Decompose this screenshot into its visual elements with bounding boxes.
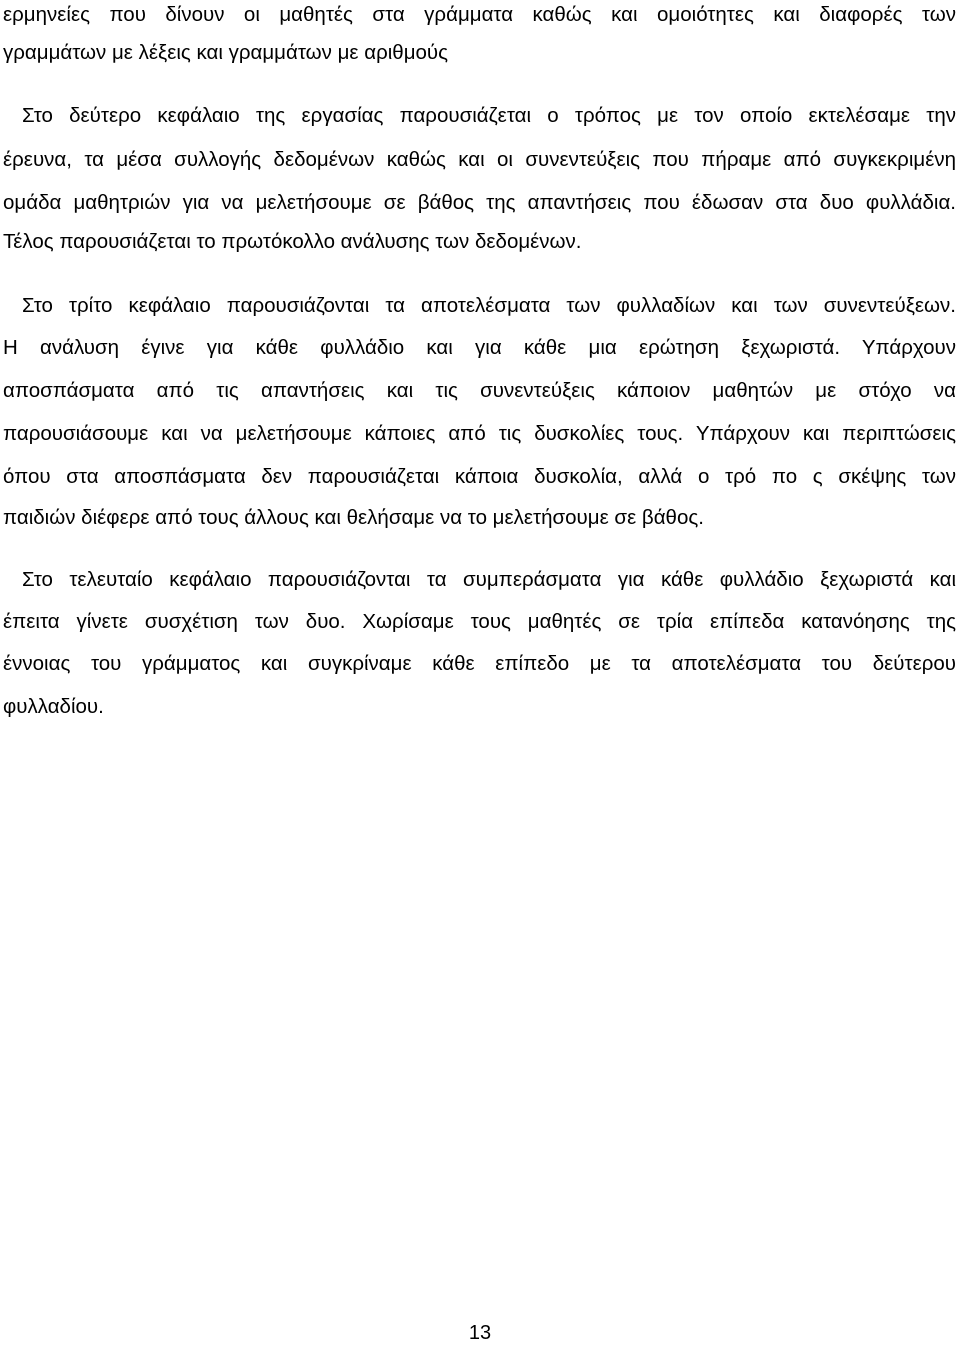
- text-line: αποσπάσματα από τις απαντήσεις και τις συνεντεύξεις κάποιον μαθητών με στόχο να: [3, 379, 956, 402]
- text-line: Τέλος παρουσιάζεται το πρωτόκολλο ανάλυσης των δεδομένων.: [3, 230, 582, 253]
- text-line: Η ανάλυση έγινε για κάθε φυλλάδιο και για κάθε μια ερώτηση ξεχωριστά. Υπάρχουν: [3, 336, 956, 359]
- text-line: έπειτα γίνετε συσχέτιση των δυο. Χωρίσαμε τους μαθητές σε τρία επίπεδα κατανόησης της: [3, 610, 956, 633]
- text-line: έρευνα, τα μέσα συλλογής δεδομένων καθώς και οι συνεντεύξεις που πήραμε από συγκεκριμένη: [3, 148, 956, 171]
- text-line: γραμμάτων με λέξεις και γραμμάτων με αριθμούς: [3, 41, 448, 64]
- text-line: Στο τελευταίο κεφάλαιο παρουσιάζονται τα συμπεράσματα για κάθε φυλλάδιο ξεχωριστά και: [22, 568, 956, 591]
- text-line: ερμηνείες που δίνουν οι μαθητές στα γράμματα καθώς και ομοιότητες και διαφορές των: [3, 3, 956, 26]
- text-line: Στο τρίτο κεφάλαιο παρουσιάζονται τα αποτελέσματα των φυλλαδίων και των συνεντεύξεων.: [22, 294, 956, 317]
- text-line: όπου στα αποσπάσματα δεν παρουσιάζεται κάποια δυσκολία, αλλά ο τρό πο ς σκέψης των: [3, 465, 956, 488]
- text-line: παρουσιάσουμε και να μελετήσουμε κάποιες από τις δυσκολίες τους. Υπάρχουν και περιπτώσεις: [3, 422, 956, 445]
- text-line: παιδιών διέφερε από τους άλλους και θελήσαμε να το μελετήσουμε σε βάθος.: [3, 506, 704, 529]
- page-number: 13: [468, 1322, 492, 1344]
- text-line: φυλλαδίου.: [3, 695, 104, 718]
- text-line: έννοιας του γράμματος και συγκρίναμε κάθε επίπεδο με τα αποτελέσματα του δεύτερου: [3, 652, 956, 675]
- text-line: ομάδα μαθητριών για να μελετήσουμε σε βάθος της απαντήσεις που έδωσαν στα δυο φυλλάδια.: [3, 191, 956, 214]
- text-line: Στο δεύτερο κεφάλαιο της εργασίας παρουσιάζεται ο τρόπος με τον οποίο εκτελέσαμε την: [22, 104, 956, 127]
